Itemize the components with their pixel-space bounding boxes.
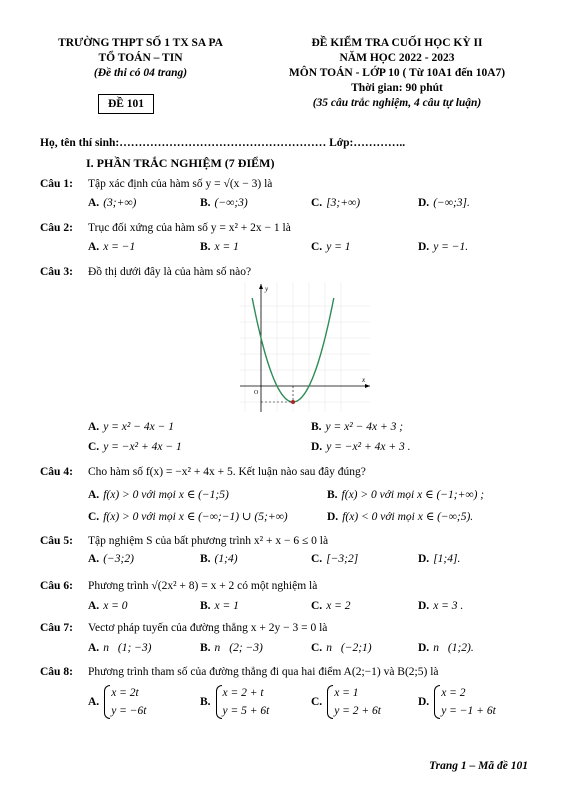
exam-code-box: ĐỀ 101 <box>98 94 154 114</box>
page-footer: Trang 1 – Mã đề 101 <box>429 760 528 772</box>
q6-option-b[interactable]: B. x = 1 <box>200 600 239 612</box>
school-name: TRƯỜNG THPT SỐ 1 TX SA PA <box>58 37 223 49</box>
question-text: Trục đối xứng của hàm số y = x² + 2x − 1 là <box>88 222 291 234</box>
question-4 <box>40 466 366 478</box>
question-text: Tập nghiệm S của bất phương trình x² + x − 6 ≤ 0 là <box>88 535 329 547</box>
parabola-graph <box>240 282 370 412</box>
student-info-line: Họ, tên thí sinh:……………………………………………… Lớp:………….. <box>40 137 406 149</box>
q3-option-b[interactable]: B. y = x² − 4x + 3 ; <box>311 421 404 433</box>
question-label: Câu 1: <box>40 178 73 190</box>
q8-option-b[interactable]: B. x = 2 + t y = 5 + 6t <box>200 684 269 720</box>
q7-option-b[interactable]: B. n⃗(2; −3) <box>200 642 263 654</box>
question-3 <box>40 266 251 278</box>
q5-option-a[interactable]: A. (−3;2) <box>88 553 134 565</box>
q2-option-d[interactable]: D. y = −1. <box>418 241 469 253</box>
q2-option-b[interactable]: B. x = 1 <box>200 241 239 253</box>
q3-option-a[interactable]: A. y = x² − 4x − 1 <box>88 421 174 433</box>
q5-option-c[interactable]: C. [−3;2] <box>311 553 359 565</box>
question-text: Cho hàm số f(x) = −x² + 4x + 5. Kết luận nào sau đây đúng? <box>88 466 366 478</box>
q7-option-c[interactable]: C. n⃗(−2;1) <box>311 642 372 654</box>
q5-option-b[interactable]: B. (1;4) <box>200 553 238 565</box>
q4-option-b[interactable]: B. f(x) > 0 với mọi x ∈ (−1;+∞) ; <box>327 489 485 501</box>
question-7 <box>40 622 327 634</box>
q1-option-c[interactable]: C. [3;+∞) <box>311 197 361 209</box>
q8-option-a[interactable]: A. x = 2t y = −6t <box>88 684 147 720</box>
question-text: Phương trình tham số của đường thẳng đi qua hai điểm A(2;−1) và B(2;5) là <box>88 666 439 678</box>
header-right <box>252 36 542 111</box>
question-label: Câu 6: <box>40 580 73 592</box>
school-year: NĂM HỌC 2022 - 2023 <box>339 52 455 64</box>
q5-option-d[interactable]: D. [1;4]. <box>418 553 461 565</box>
q6-option-c[interactable]: C. x = 2 <box>311 600 351 612</box>
vertex-point <box>291 400 295 404</box>
x-axis-arrow <box>365 384 370 388</box>
origin-label: O <box>254 390 259 396</box>
question-5 <box>40 535 328 547</box>
section-title: I. PHẦN TRẮC NGHIỆM (7 ĐIỂM) <box>86 156 275 170</box>
question-2 <box>40 222 291 234</box>
y-axis-arrow <box>259 284 263 289</box>
x-axis-label: x <box>362 376 366 384</box>
question-label: Câu 2: <box>40 222 73 234</box>
question-label: Câu 8: <box>40 666 73 678</box>
exam-title: ĐỀ KIỂM TRA CUỐI HỌC KỲ II <box>311 37 483 49</box>
exam-structure: (35 câu trắc nghiệm, 4 câu tự luận) <box>312 97 482 109</box>
question-label: Câu 7: <box>40 622 73 634</box>
question-6 <box>40 580 317 592</box>
question-label: Câu 5: <box>40 535 73 547</box>
subject: MÔN TOÁN - LỚP 10 ( Từ 10A1 đến 10A7) <box>288 67 506 79</box>
pages-note: (Đề thi có 04 trang) <box>93 67 188 79</box>
question-label: Câu 3: <box>40 266 73 278</box>
q2-option-a[interactable]: A. x = −1 <box>88 241 136 253</box>
q1-option-b[interactable]: B. (−∞;3) <box>200 197 248 209</box>
q8-option-d[interactable]: D. x = 2 y = −1 + 6t <box>418 684 496 720</box>
question-8 <box>40 666 439 678</box>
q4-option-c[interactable]: C. f(x) > 0 với mọi x ∈ (−∞;−1) ∪ (5;+∞) <box>88 511 288 523</box>
exam-time: Thời gian: 90 phút <box>351 82 443 94</box>
q6-option-d[interactable]: D. x = 3 . <box>418 600 464 612</box>
q7-option-a[interactable]: A. n⃗(1; −3) <box>88 642 152 654</box>
q6-option-a[interactable]: A. x = 0 <box>88 600 128 612</box>
q1-option-d[interactable]: D. (−∞;3]. <box>418 197 470 209</box>
q2-option-c[interactable]: C. y = 1 <box>311 241 351 253</box>
q4-option-a[interactable]: A. f(x) > 0 với mọi x ∈ (−1;5) <box>88 489 229 501</box>
header-left <box>28 36 253 81</box>
q3-option-d[interactable]: D. y = −x² + 4x + 3 . <box>311 441 411 453</box>
question-text: Tập xác định của hàm số y = √(x − 3) là <box>88 178 273 190</box>
question-text: Đồ thị dưới đây là của hàm số nào? <box>88 266 252 278</box>
y-axis-label: y <box>265 285 269 293</box>
group-name: TỔ TOÁN – TIN <box>98 52 183 64</box>
q4-option-d[interactable]: D. f(x) < 0 với mọi x ∈ (−∞;5). <box>327 511 474 523</box>
question-1 <box>40 178 272 190</box>
question-text: Phương trình √(2x² + 8) = x + 2 có một nghiệm là <box>88 580 318 592</box>
q7-option-d[interactable]: D. n⃗(1;2). <box>418 642 474 654</box>
q3-option-c[interactable]: C. y = −x² + 4x − 1 <box>88 441 182 453</box>
q1-option-a[interactable]: A. (3;+∞) <box>88 197 137 209</box>
q8-option-c[interactable]: C. x = 1 y = 2 + 6t <box>311 684 381 720</box>
question-text: Vectơ pháp tuyến của đường thẳng x + 2y − 3 = 0 là <box>88 622 328 634</box>
question-label: Câu 4: <box>40 466 73 478</box>
